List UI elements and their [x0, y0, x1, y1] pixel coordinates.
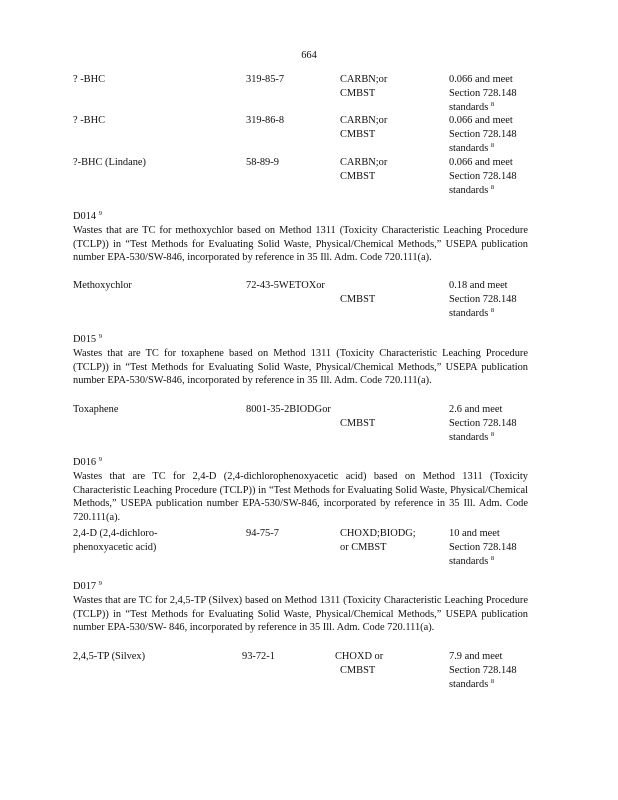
constituent-name: 2,4-D (2,4-dichloro- — [73, 528, 158, 539]
standard: 10 and meet — [449, 528, 500, 539]
standard: 0.066 and meet — [449, 115, 513, 126]
standard: standards $^8$ — [449, 678, 495, 690]
footnote-marker: 8 — [490, 184, 495, 191]
standard: Section 728.148 — [449, 294, 517, 305]
footnote-marker: 8 — [490, 431, 495, 438]
footnote-marker: 9 — [98, 210, 102, 217]
technology: CHOXD or — [335, 651, 384, 662]
constituent-name: phenoxyacetic acid) — [73, 542, 157, 553]
standard: 2.6 and meet — [449, 404, 503, 415]
footnote-marker: 9 — [98, 333, 102, 340]
standard: standards $^8$ — [449, 184, 495, 196]
standard: standards $^8$ — [449, 431, 495, 443]
technology: CMBST — [340, 171, 376, 182]
waste-description: Wastes that are TC for toxaphene based on Method 1311 (Toxicity Characteristic Leaching Procedure (TCLP)) in “Test Methods for Evaluating Solid Waste, Physical/Chemical Methods,” USEPA publication number EPA-530/SW-846, incorporated by reference in 35 Ill. Adm. Code 720.111(a). — [73, 348, 528, 387]
cas-number: 58-89-9 — [246, 157, 279, 168]
standard: Section 728.148 — [449, 129, 517, 140]
standard: Section 728.148 — [449, 88, 517, 99]
constituent-name: ? -BHC — [73, 115, 106, 126]
constituent-name: 2,4,5-TP (Silvex) — [73, 651, 146, 662]
constituent-name: Toxaphene — [73, 404, 119, 415]
standard: standards $^8$ — [449, 101, 495, 113]
footnote-marker: 8 — [490, 678, 495, 685]
technology: CARBN;or — [340, 157, 388, 168]
technology: CHOXD;BIODG; — [340, 528, 416, 539]
cas-number: 94-75-7 — [246, 528, 279, 539]
standard: standards $^8$ — [449, 555, 495, 567]
footnote-marker: 8 — [490, 307, 495, 314]
page-number: 664 — [301, 50, 317, 61]
constituent-name: ?-BHC (Lindane) — [73, 157, 146, 168]
standard: 0.18 and meet — [449, 280, 508, 291]
technology: CMBST — [340, 129, 376, 140]
standard: standards $^8$ — [449, 142, 495, 154]
cas-number: 319-85-7 — [246, 74, 285, 85]
waste-description: Wastes that are TC for 2,4-D (2,4-dichlorophenoxyacetic acid) based on Method 1311 (Toxicity Characteristic Leaching Procedure (TCLP)) in “Test Methods for Evaluating Solid Waste, Physical/Chemical Methods,” USEPA publication number EPA-530/SW-846, incorporated by reference in 35 Ill. Adm. Code 720.111(a). — [73, 471, 528, 523]
footnote-marker: 8 — [490, 555, 495, 562]
constituent-name: Methoxychlor — [73, 280, 132, 291]
cas-number: 319-86-8 — [246, 115, 285, 126]
technology: CARBN;or — [340, 115, 388, 126]
technology: CMBST — [340, 88, 376, 99]
standard: 7.9 and meet — [449, 651, 503, 662]
technology: CMBST — [340, 294, 376, 305]
standard: Section 728.148 — [449, 542, 517, 553]
waste-description: Wastes that are TC for 2,4,5-TP (Silvex) based on Method 1311 (Toxicity Characteristic Leaching Procedure (TCLP)) in “Test Methods for Evaluating Solid Waste, Physical/Chemical Methods,” USEPA publication number EPA-530/SW- 846, incorporated by reference in 35 Ill. Adm. Code 720.111(a). — [73, 595, 528, 634]
footnote-marker: 9 — [98, 456, 102, 463]
waste-code: D017 $^9$ — [73, 580, 102, 592]
cas-number: 72-43-5WETOXor — [246, 280, 325, 291]
standard: Section 728.148 — [449, 171, 517, 182]
technology: or CMBST — [340, 542, 387, 553]
waste-code: D016 $^9$ — [73, 456, 102, 468]
technology: CMBST — [340, 665, 376, 676]
waste-code: D015 $^9$ — [73, 333, 102, 345]
footnote-marker: 8 — [490, 142, 495, 149]
footnote-marker: 8 — [490, 101, 495, 108]
standard: 0.066 and meet — [449, 157, 513, 168]
standard: Section 728.148 — [449, 418, 517, 429]
cas-number: 93-72-1 — [242, 651, 275, 662]
standard: standards $^8$ — [449, 307, 495, 319]
technology: CMBST — [340, 418, 376, 429]
footnote-marker: 9 — [98, 580, 102, 587]
cas-number: 8001-35-2BIODGor — [246, 404, 331, 415]
technology: CARBN;or — [340, 74, 388, 85]
waste-code: D014 $^9$ — [73, 210, 102, 222]
standard: Section 728.148 — [449, 665, 517, 676]
standard: 0.066 and meet — [449, 74, 513, 85]
waste-description: Wastes that are TC for methoxychlor based on Method 1311 (Toxicity Characteristic Leaching Procedure (TCLP)) in “Test Methods for Evaluating Solid Waste, Physical/Chemical Methods,” USEPA publication number EPA-530/SW-846, incorporated by reference in 35 Ill. Adm. Code 720.111(a). — [73, 225, 528, 264]
constituent-name: ? -BHC — [73, 74, 106, 85]
